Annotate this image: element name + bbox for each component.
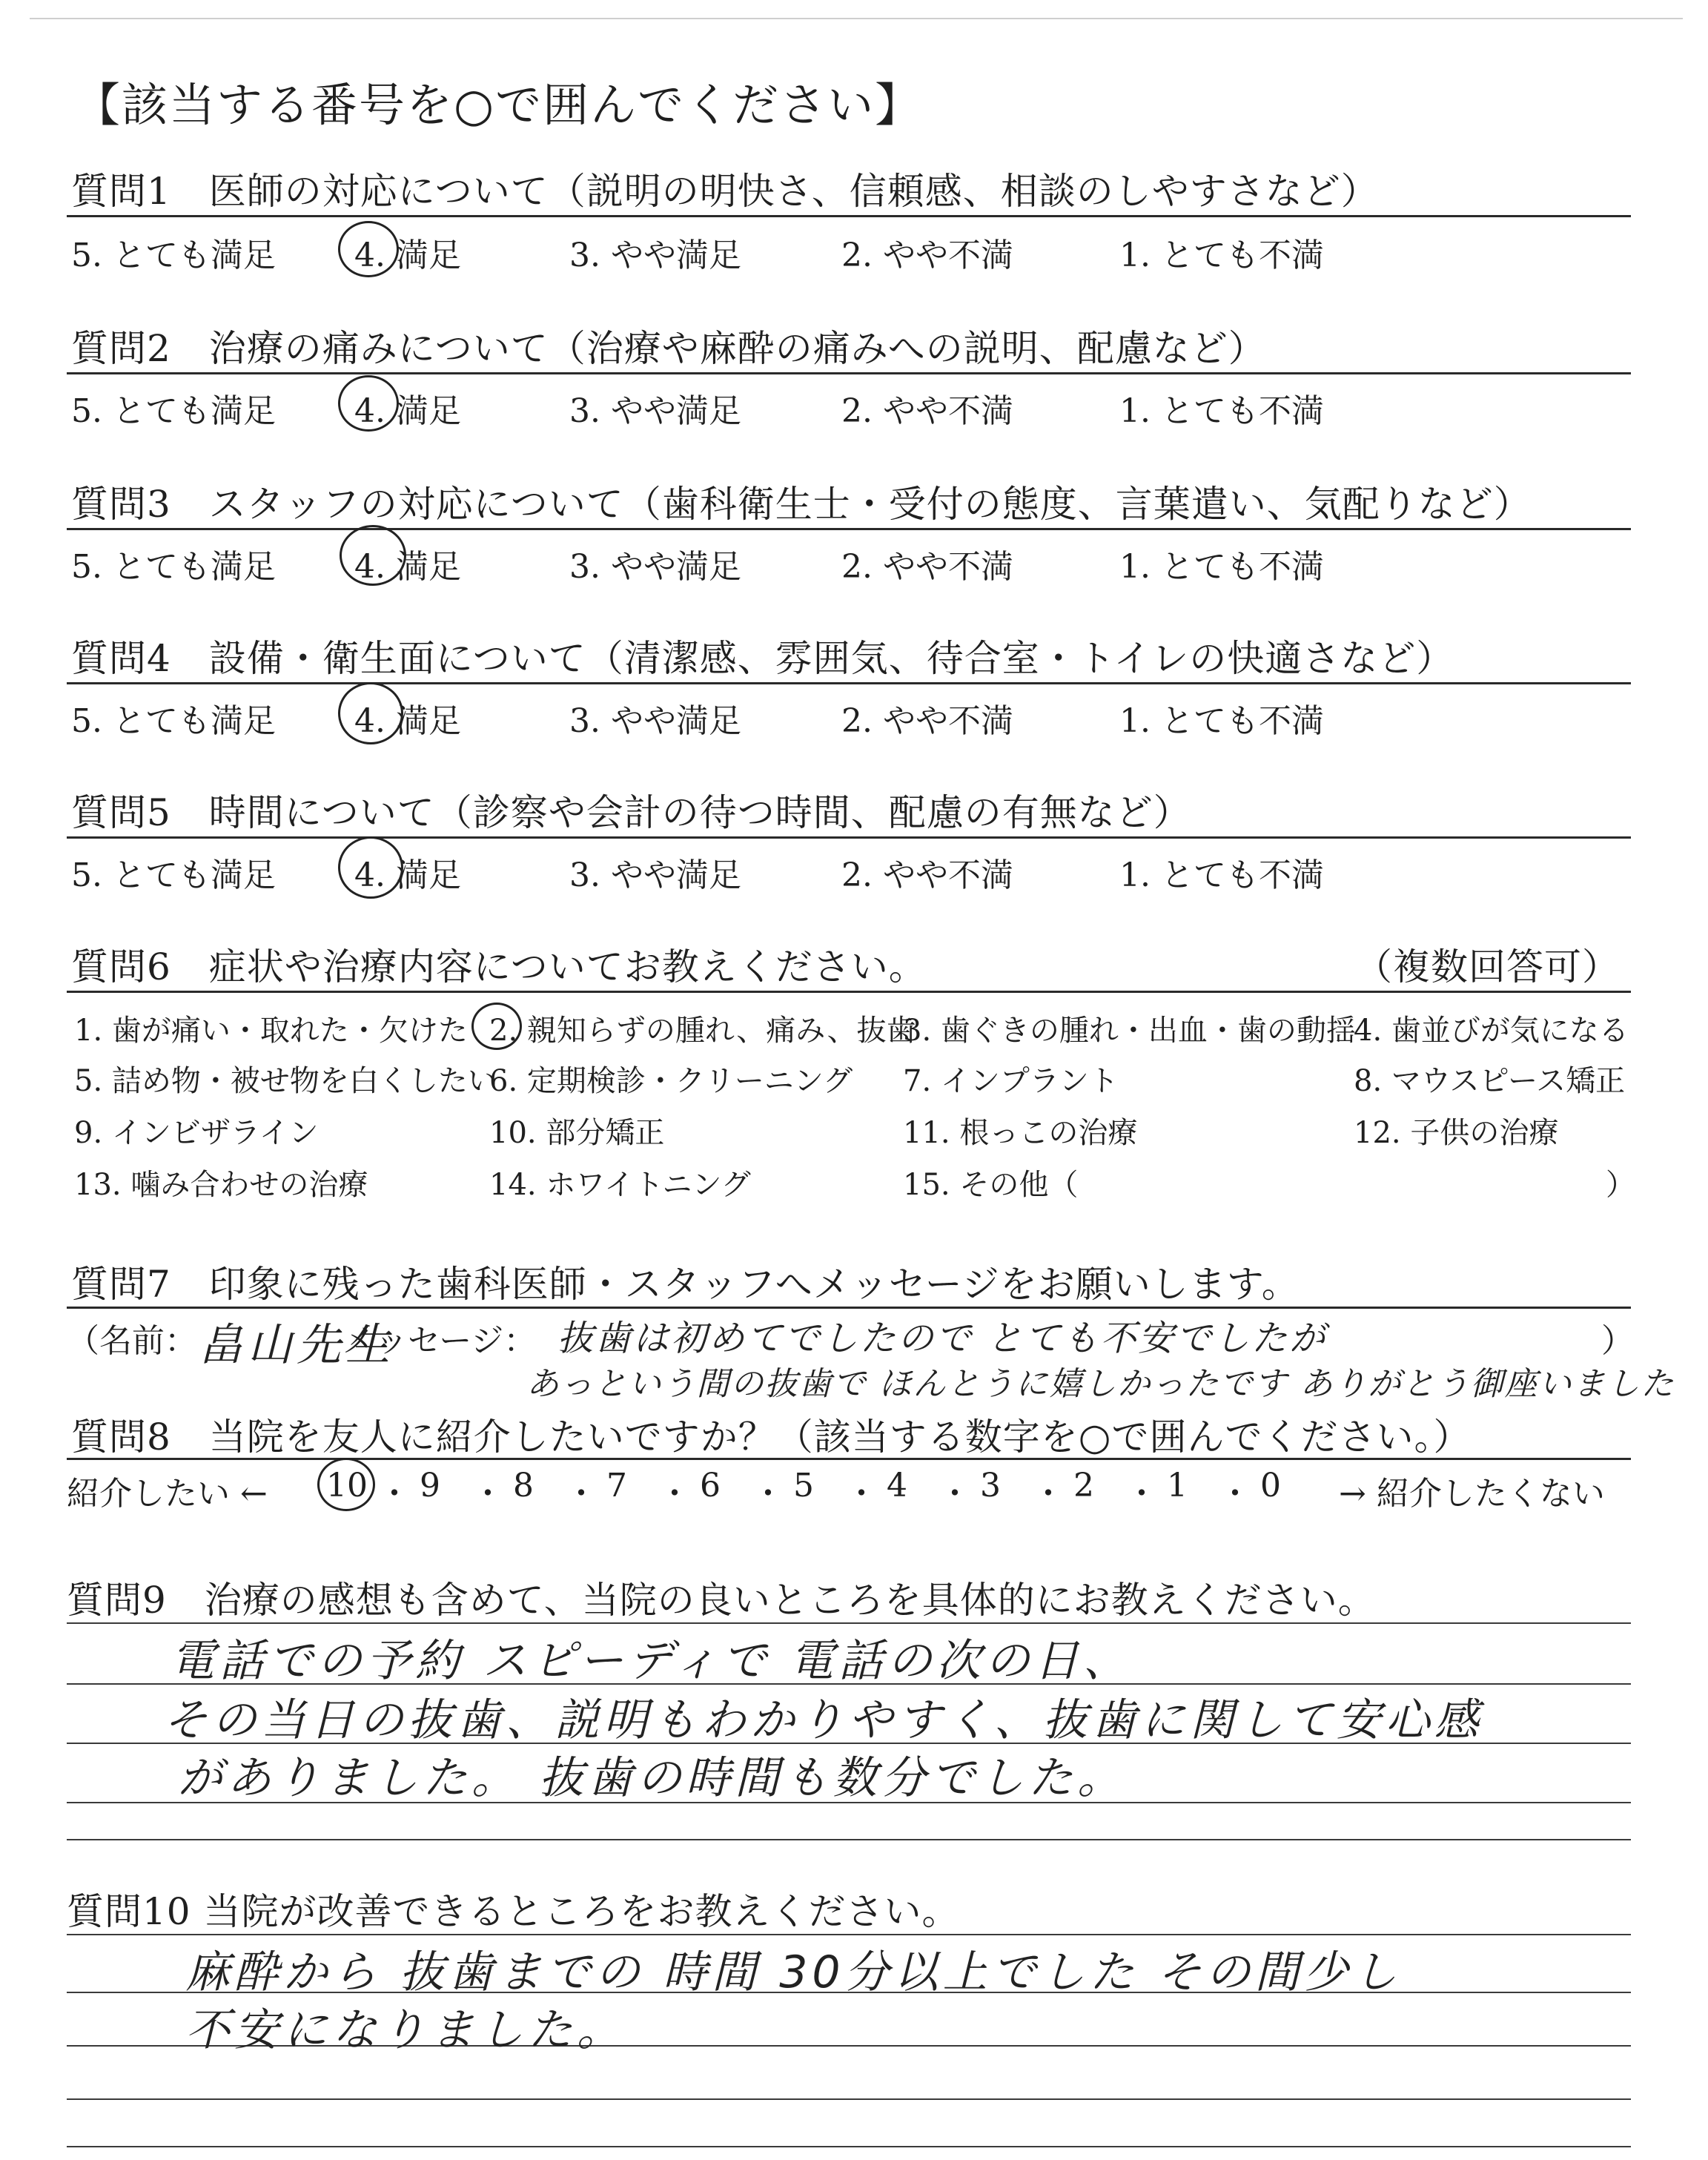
selection-circle <box>338 375 399 432</box>
handwritten-answer-line[interactable]: その当日の抜歯、説明もわかりやすく、抜歯に関して安心感 <box>163 1694 1483 1746</box>
symptom-item[interactable]: 11. 根っこの治療 <box>903 1116 1138 1150</box>
option-1[interactable]: 1. とても不満 <box>1119 702 1324 740</box>
option-3[interactable]: 3. やや満足 <box>569 856 741 894</box>
symptom-item[interactable]: 10. 部分矯正 <box>489 1116 665 1150</box>
scale-separator-dot: ・ <box>1219 1475 1251 1513</box>
option-4[interactable]: 4. 満足 <box>354 856 461 894</box>
option-1[interactable]: 1. とても不満 <box>1119 856 1324 894</box>
symptom-item[interactable]: 2. 親知らずの腫れ、痛み、抜歯 <box>489 1014 916 1048</box>
selection-circle <box>471 1003 522 1050</box>
symptom-item[interactable]: 4. 歯並びが気になる <box>1354 1014 1629 1048</box>
scale-separator-dot: ・ <box>752 1475 784 1513</box>
option-1[interactable]: 1. とても不満 <box>1119 548 1324 586</box>
option-1[interactable]: 1. とても不満 <box>1119 237 1324 274</box>
option-5[interactable]: 5. とても満足 <box>71 392 276 430</box>
symptom-item[interactable]: 5. 詰め物・被せ物を白くしたい <box>74 1064 497 1098</box>
handwritten-answer-line[interactable]: 麻酔から 抜歯までの 時間 30分以上でした その間少し <box>185 1946 1402 1998</box>
scale-number-1[interactable]: 1 <box>1167 1467 1188 1505</box>
handwritten-message-line-1[interactable]: 抜歯は初めてでしたので とても不安でしたが <box>557 1318 1328 1359</box>
question-title: 質問6 症状や治療内容についてお教えください。 <box>71 945 927 988</box>
scale-number-5[interactable]: 5 <box>793 1467 814 1505</box>
question-title: 質問2 治療の痛みについて（治療や麻酔の痛みへの説明、配慮など） <box>71 327 1266 370</box>
option-3[interactable]: 3. やや満足 <box>569 237 741 274</box>
option-2[interactable]: 2. やや不満 <box>841 392 1013 430</box>
scale-number-9[interactable]: 9 <box>420 1467 440 1505</box>
option-5[interactable]: 5. とても満足 <box>71 702 276 740</box>
selection-circle <box>317 1458 375 1511</box>
scale-number-6[interactable]: 6 <box>700 1467 721 1505</box>
scale-separator-dot: ・ <box>565 1475 598 1513</box>
question-title: 質問4 設備・衛生面について（清潔感、雰囲気、待合室・トイレの快適さなど） <box>71 637 1454 680</box>
option-2[interactable]: 2. やや不満 <box>841 702 1013 740</box>
handwritten-message-line-2[interactable]: あっという間の抜歯で ほんとうに嬉しかったです ありがとう御座いました <box>526 1365 1675 1403</box>
handwritten-answer-line[interactable]: 電話での予約 スピーディで 電話の次の日、 <box>171 1635 1132 1687</box>
symptom-item[interactable]: 7. インプラント <box>903 1064 1119 1098</box>
question-title: 質問7 印象に残った歯科医師・スタッフへメッセージをお願いします。 <box>71 1263 1300 1306</box>
handwritten-answer-line[interactable]: 不安になりました。 <box>185 2004 626 2056</box>
scale-separator-dot: ・ <box>658 1475 691 1513</box>
option-2[interactable]: 2. やや不満 <box>841 237 1013 274</box>
option-5[interactable]: 5. とても満足 <box>71 856 276 894</box>
symptom-item[interactable]: 15. その他（ <box>903 1168 1079 1202</box>
scale-separator-dot: ・ <box>378 1475 411 1513</box>
scale-number-2[interactable]: 2 <box>1073 1467 1094 1505</box>
recommend-left-label: 紹介したい ← <box>67 1475 268 1513</box>
option-2[interactable]: 2. やや不満 <box>841 548 1013 586</box>
symptom-item[interactable]: 13. 噛み合わせの治療 <box>74 1168 368 1202</box>
scale-separator-dot: ・ <box>845 1475 878 1513</box>
question-title: 質問5 時間について（診察や会計の待つ時間、配慮の有無など） <box>71 791 1191 834</box>
option-3[interactable]: 3. やや満足 <box>569 392 741 430</box>
scale-number-10[interactable]: 10 <box>326 1467 368 1505</box>
scale-separator-dot: ・ <box>1125 1475 1158 1513</box>
option-4[interactable]: 4. 満足 <box>354 548 461 586</box>
scale-number-4[interactable]: 4 <box>887 1467 907 1505</box>
scale-number-3[interactable]: 3 <box>980 1467 1001 1505</box>
option-5[interactable]: 5. とても満足 <box>71 548 276 586</box>
question-title: 質問9 治療の感想も含めて、当院の良いところを具体的にお教えください。 <box>67 1579 1376 1622</box>
option-1[interactable]: 1. とても不満 <box>1119 392 1324 430</box>
message-label: メッセージ： <box>342 1322 537 1360</box>
scale-number-8[interactable]: 8 <box>513 1467 534 1505</box>
option-2[interactable]: 2. やや不満 <box>841 856 1013 894</box>
multiple-answers-note: （複数回答可） <box>1355 945 1620 988</box>
option-3[interactable]: 3. やや満足 <box>569 548 741 586</box>
symptom-item[interactable]: 1. 歯が痛い・取れた・欠けた <box>74 1014 468 1048</box>
page-heading: 【該当する番号を○で囲んでください】 <box>74 78 923 132</box>
option-3[interactable]: 3. やや満足 <box>569 702 741 740</box>
option-4[interactable]: 4. 満足 <box>354 392 461 430</box>
question-title: 質問10 当院が改善できるところをお教えください。 <box>67 1890 960 1933</box>
scan-edge <box>30 18 1683 19</box>
handwritten-answer-line[interactable]: がありました。 抜歯の時間も数分でした。 <box>178 1752 1127 1804</box>
symptom-item[interactable]: 14. ホワイトニング <box>489 1168 751 1202</box>
option-5[interactable]: 5. とても満足 <box>71 237 276 274</box>
other-close-paren: ） <box>1606 1168 1635 1202</box>
symptom-item[interactable]: 9. インビザライン <box>74 1116 319 1150</box>
option-4[interactable]: 4. 満足 <box>354 237 461 274</box>
scale-number-7[interactable]: 7 <box>606 1467 627 1505</box>
scale-separator-dot: ・ <box>1032 1475 1065 1513</box>
question-title: 質問8 当院を友人に紹介したいですか？（該当する数字を○で囲んでください。） <box>71 1416 1472 1459</box>
recommend-right-label: → 紹介したくない <box>1339 1475 1605 1513</box>
selection-circle <box>338 682 403 744</box>
selection-circle <box>338 221 399 277</box>
scale-separator-dot: ・ <box>471 1475 504 1513</box>
option-4[interactable]: 4. 満足 <box>354 702 461 740</box>
question-title: 質問3 スタッフの対応について（歯科衛生士・受付の態度、言葉遣い、気配りなど） <box>71 483 1532 526</box>
scale-number-0[interactable]: 0 <box>1260 1467 1281 1505</box>
scale-separator-dot: ・ <box>939 1475 971 1513</box>
name-label: （名前： <box>67 1322 197 1360</box>
symptom-item[interactable]: 3. 歯ぐきの腫れ・出血・歯の動揺 <box>903 1014 1356 1048</box>
message-close-paren: ） <box>1601 1322 1634 1360</box>
symptom-item[interactable]: 6. 定期検診・クリーニング <box>489 1064 853 1098</box>
symptom-item[interactable]: 12. 子供の治療 <box>1354 1116 1559 1150</box>
question-title: 質問1 医師の対応について（説明の明快さ、信頼感、相談のしやすさなど） <box>71 170 1379 213</box>
selection-circle <box>338 836 403 899</box>
selection-circle <box>340 525 406 586</box>
handwritten-name[interactable]: 畠山先生 <box>199 1319 394 1371</box>
symptom-item[interactable]: 8. マウスピース矯正 <box>1354 1064 1626 1098</box>
